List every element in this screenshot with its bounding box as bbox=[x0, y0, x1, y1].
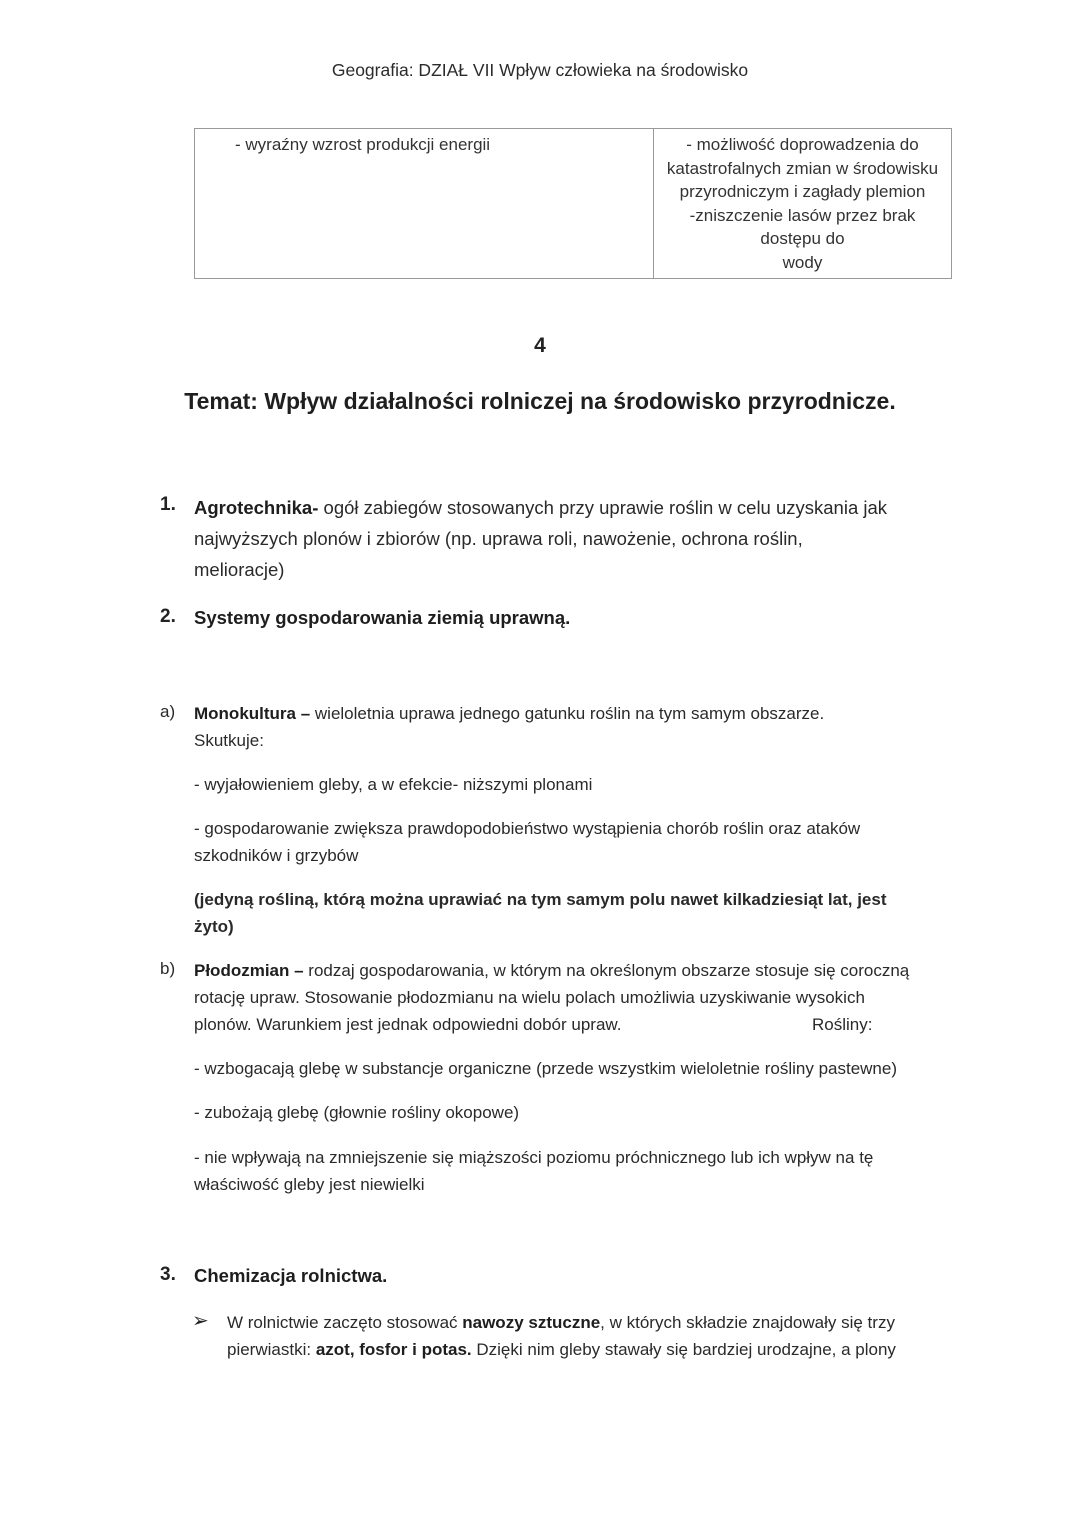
table-cell-left bbox=[195, 129, 654, 279]
definition-text: Skutkuje: bbox=[194, 731, 264, 750]
monokultura-definition bbox=[194, 700, 1054, 754]
chemizacja-paragraph bbox=[227, 1309, 1057, 1363]
section-number-1: 1. bbox=[160, 494, 176, 515]
paragraph-text: Dzięki nim gleby stawały się bardziej urodzajne, a plony bbox=[471, 1340, 896, 1359]
arrow-bullet-icon: ➢ bbox=[192, 1310, 209, 1332]
bullet-text: - nie wpływają na zmniejszenie się miąższości poziomu próchnicznego lub ich wpływ na tę bbox=[194, 1148, 874, 1167]
sub-label-b: b) bbox=[160, 959, 176, 978]
note-text: (jedyną rośliną, którą można uprawiać na tym samym polu nawet kilkadziesiąt lat, jest bbox=[194, 890, 887, 909]
monokultura-note bbox=[194, 886, 1054, 940]
paragraph-text: W rolnictwie zaczęto stosować bbox=[227, 1313, 463, 1332]
section-number-2: 2. bbox=[160, 606, 176, 627]
term-agrotechnika: Agrotechnika- bbox=[194, 497, 319, 518]
term-plodozmian: Płodozmian – bbox=[194, 961, 304, 980]
term-monokultura: Monokultura – bbox=[194, 704, 311, 723]
section-3-title bbox=[194, 1260, 387, 1291]
note-text: żyto) bbox=[194, 917, 234, 936]
definition-text: melioracje) bbox=[194, 559, 285, 580]
definition-text: ogół zabiegów stosowanych przy uprawie roślin w celu uzyskania jak bbox=[318, 497, 888, 518]
plodozmian-definition bbox=[194, 957, 1054, 1038]
definition-text: wieloletnia uprawa jednego gatunku roślin na tym samym obszarze. bbox=[310, 704, 825, 723]
sub-label-a: a) bbox=[160, 702, 176, 721]
right-cell-line: -zniszczenie lasów przez brak dostępu do bbox=[689, 205, 916, 248]
definition-text: rotację upraw. Stosowanie płodozmianu na wielu polach umożliwia uzyskiwanie wysokich bbox=[194, 988, 865, 1007]
plodozmian-bullet-3 bbox=[194, 1144, 1054, 1198]
section-1-definition bbox=[194, 492, 1054, 585]
section-title: Systemy gospodarowania ziemią uprawną. bbox=[194, 607, 571, 628]
term-nawozy-sztuczne: nawozy sztuczne bbox=[462, 1313, 601, 1332]
table-row bbox=[195, 129, 952, 279]
section-title: Chemizacja rolnictwa. bbox=[194, 1265, 388, 1286]
paragraph-text: , w których składzie znajdowały się trzy bbox=[600, 1313, 895, 1332]
table-cell-right bbox=[654, 129, 952, 279]
bullet-text: - gospodarowanie zwiększa prawdopodobieństwo wystąpienia chorób roślin oraz ataków bbox=[194, 819, 861, 838]
topic-title: Temat: Wpływ działalności rolniczej na środowisko przyrodnicze. bbox=[184, 388, 896, 414]
definition-text: plonów. Warunkiem jest jednak odpowiedni dobór upraw. bbox=[194, 1015, 622, 1034]
pros-cons-table bbox=[194, 128, 952, 279]
right-cell-line: przyrodniczym i zagłady plemion bbox=[679, 182, 926, 201]
bullet-text: szkodników i grzybów bbox=[194, 846, 359, 865]
page-number: 4 bbox=[534, 334, 546, 357]
section-2-title bbox=[194, 602, 570, 633]
bullet-text: właściwość gleby jest niewielki bbox=[194, 1175, 425, 1194]
definition-text: rodzaj gospodarowania, w którym na określonym obszarze stosuje się coroczną bbox=[303, 961, 910, 980]
definition-line bbox=[194, 1011, 1054, 1038]
left-cell-text: - wyraźny wzrost produkcji energii bbox=[235, 135, 491, 154]
monokultura-bullet-1: - wyjałowieniem gleby, a w efekcie- niższymi plonami bbox=[194, 775, 593, 794]
monokultura-bullet-2 bbox=[194, 815, 1054, 869]
paragraph-text: pierwiastki: bbox=[227, 1340, 316, 1359]
definition-text: najwyższych plonów i zbiorów (np. uprawa roli, nawożenie, ochrona roślin, bbox=[194, 528, 803, 549]
term-elements: azot, fosfor i potas. bbox=[315, 1340, 472, 1359]
page-header: Geografia: DZIAŁ VII Wpływ człowieka na środowisko bbox=[331, 60, 749, 80]
plodozmian-bullet-1: - wzbogacają glebę w substancje organiczne (przede wszystkim wieloletnie rośliny pastewne) bbox=[194, 1059, 898, 1078]
right-cell-line: katastrofalnych zmian w środowisku bbox=[666, 158, 939, 178]
right-cell-line: - możliwość doprowadzenia do bbox=[686, 135, 919, 154]
section-number-3: 3. bbox=[160, 1264, 176, 1285]
plodozmian-bullet-2: - zubożają glebę (głownie rośliny okopowe) bbox=[194, 1103, 520, 1122]
plants-label: Rośliny: bbox=[812, 1015, 873, 1034]
right-cell-line: wody bbox=[782, 252, 823, 272]
